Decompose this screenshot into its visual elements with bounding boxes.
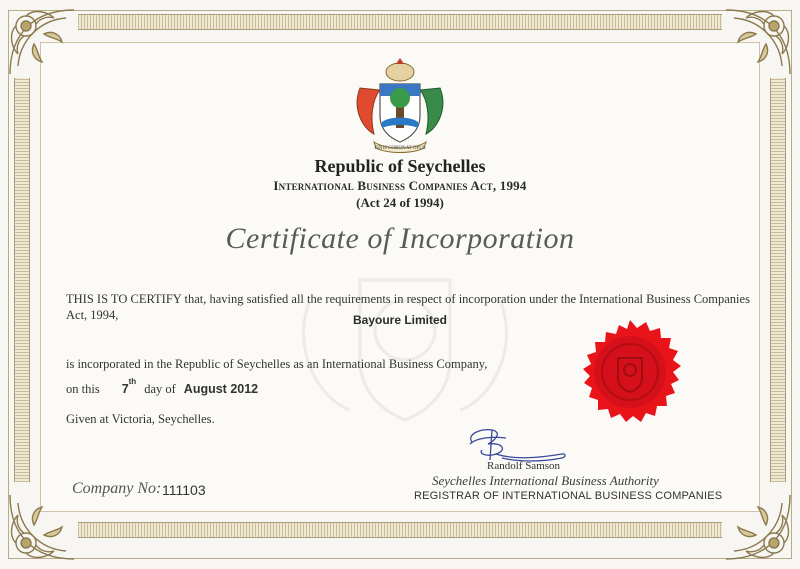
company-number-value: 111103 xyxy=(162,482,206,498)
wax-seal-icon xyxy=(562,318,698,442)
border-band-right xyxy=(770,78,786,482)
border-band-left xyxy=(14,78,30,482)
corner-ornament-icon xyxy=(720,489,796,565)
on-this-label: on this xyxy=(66,382,100,396)
corner-ornament-icon xyxy=(720,4,796,80)
signatory-name: Randolf Samson xyxy=(487,460,561,472)
watermark-crest-icon xyxy=(290,240,520,440)
corner-ornament-icon xyxy=(4,489,80,565)
act-heading: International Business Companies Act, 1994 xyxy=(273,178,527,193)
company-number-label: Company No: xyxy=(72,480,162,497)
incorporation-date xyxy=(66,377,259,397)
signatory-registrar: REGISTRAR OF INTERNATIONAL BUSINESS COMPANIES xyxy=(414,490,723,502)
coat-of-arms-icon xyxy=(352,58,448,154)
certificate-title: Certificate of Incorporation xyxy=(225,222,575,255)
company-name: Bayoure Limited xyxy=(352,313,448,327)
signatory-authority: Seychelles International Business Authority xyxy=(432,473,659,488)
day-of-label: day of xyxy=(144,382,176,396)
month-year-value: August 2012 xyxy=(183,382,259,396)
border-band-bottom xyxy=(78,522,722,538)
day-value: 7 xyxy=(121,382,129,396)
incorporation-statement: is incorporated in the Republic of Seychelles as an International Business Company, xyxy=(66,357,488,371)
certify-statement: THIS IS TO CERTIFY that, having satisfied all the requirements in respect of incorporation under the International Business Companies Act, 1994, xyxy=(66,292,750,322)
act-number: (Act 24 of 1994) xyxy=(356,195,444,210)
corner-ornament-icon xyxy=(4,4,80,80)
country-heading: Republic of Seychelles xyxy=(314,156,486,176)
day-suffix: th xyxy=(128,377,137,386)
motto-text: FINIS CORONAT OPUS xyxy=(374,146,426,151)
given-at: Given at Victoria, Seychelles. xyxy=(66,412,215,426)
border-band-top xyxy=(78,14,722,30)
